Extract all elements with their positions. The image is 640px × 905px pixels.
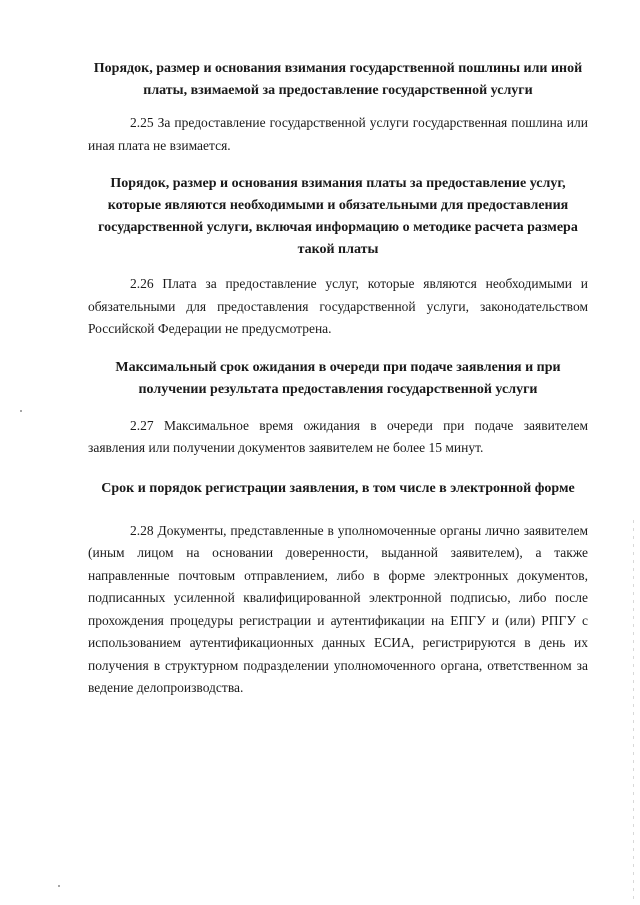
scan-speck	[58, 885, 60, 887]
section-heading-registration: Срок и порядок регистрации заявления, в том числе в электронной форме	[101, 480, 575, 496]
scan-speck	[20, 410, 22, 412]
document-page	[88, 58, 588, 700]
paragraph-2-27: 2.27 Максимальное время ожидания в очереди при подаче заявителем заявления или получении документов заявителем не более 15 минут.	[88, 417, 588, 455]
paragraph-2-28: 2.28 Документы, представленные в уполномоченные органы лично заявителем (иным лицом на основании доверенности, выданной заявителем), а также направленные почтовым отправлением, либо в форме электронных документов, подписанных усиленной квалифицированной электронной подписью, либо после прохождения процедуры регистрации и аутентификации на ЕПГУ и (или) РПГУ с использованием аутентификационных данных ЕСИА, регистрируются в день их получения в структурном подразделении уполномоченного органа, ответственном за ведение делопроизводства.	[88, 522, 588, 695]
scan-edge-line	[633, 520, 634, 900]
section-heading-queue: Максимальный срок ожидания в очереди при подаче заявления и при получении результата предоставления государственной услуги	[115, 359, 561, 397]
section-heading-fee: Порядок, размер и основания взимания государственной пошлины или иной платы, взимаемой за предоставление государственной услуги	[93, 61, 583, 98]
paragraph-2-26: 2.26 Плата за предоставление услуг, которые являются необходимыми и обязательными для предоставления государственной услуги, законодательством Российской Федерации не предусмотрена.	[88, 276, 588, 336]
paragraph-2-25: 2.25 За предоставление государственной услуги государственная пошлина или иная плата не взимается.	[88, 115, 588, 153]
section-heading-payment: Порядок, размер и основания взимания платы за предоставление услуг, которые являются необходимыми и обязательными для предоставления государственной услуги, включая информацию о методике расчета размера такой платы	[98, 176, 578, 257]
